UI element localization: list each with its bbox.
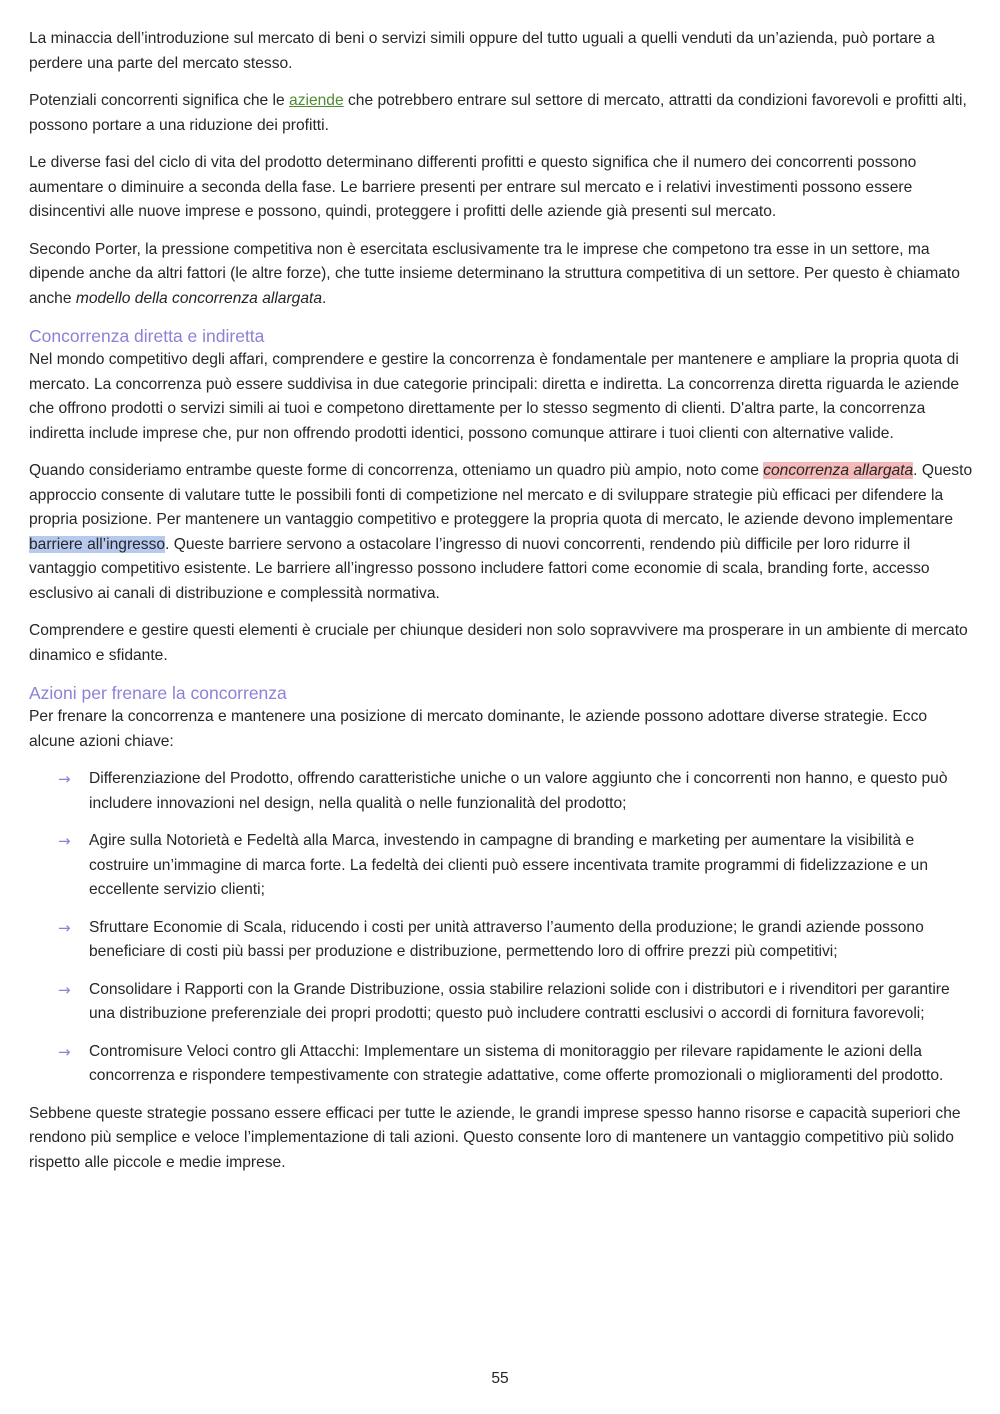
document-page: [29, 27, 973, 1188]
list-item: [29, 978, 973, 1027]
arrow-right-icon: →: [58, 1042, 71, 1061]
actions-list: [29, 767, 973, 1089]
paragraph-actions-intro: Per frenare la concorrenza e mantenere una posizione di mercato dominante, le aziende possono adottare diverse strategie. Ecco alcune azioni chiave:: [29, 708, 928, 750]
page-number: 55: [491, 1370, 509, 1387]
list-item: [29, 767, 973, 816]
section-heading-direct-indirect: Concorrenza diretta e indiretta: [29, 326, 265, 346]
paragraph-extended-competition: [29, 459, 973, 606]
paragraph-lifecycle: Le diverse fasi del ciclo di vita del prodotto determinano differenti profitti e questo significa che il numero dei concorrenti possono aumentare o diminuire a seconda della fase. Le barriere presenti per entrare sul mercato e i relativi investimenti possono essere disincentivi alle nuove imprese e possono, quindi, proteggere i profitti delle aziende già presenti sul mercato.: [29, 154, 917, 220]
italic-term: modello della concorrenza allargata: [75, 289, 323, 307]
arrow-right-icon: →: [58, 832, 71, 850]
paragraph-threat: La minaccia dell’introduzione sul mercato di beni o servizi simili oppure del tutto uguali a quelli venduti da un’azienda, può portare a perdere una parte del mercato stesso.: [29, 30, 935, 72]
paragraph-potential-competitors: [29, 89, 973, 138]
text-span: Potenziali concorrenti significa che le: [29, 92, 290, 109]
text-span: . Queste barriere servono a ostacolare l’ingresso di nuovi concorrenti, rendendo più difficile per loro ridurre il vantaggio competitivo esistente. Le barriere all’ingresso possono includere fattori come economie di scala, branding forte, accesso esclusivo ai canali di distribuzione e complessità normativa.: [29, 535, 930, 602]
text-span: . Questo approccio consente di valutare tutte le possibili fonti di competizione nel mercato e di sviluppare strategie più efficaci per difendere la propria posizione. Per mantenere un vantaggio competitivo e proteggere la propria quota di mercato, le aziende devono implementare: [29, 462, 973, 528]
paragraph-competition-types: Nel mondo competitivo degli affari, comprendere e gestire la concorrenza è fondamentale per mantenere e ampliare la propria quota di mercato. La concorrenza può essere suddivisa in due categorie principali: diretta e indiretta. La concorrenza diretta riguarda le aziende che offrono prodotti o servizi simili ai tuoi e competono direttamente per lo stesso segmento di clienti. D'altra parte, la concorrenza indiretta include imprese che, pur non offrendo prodotti identici, possono comunque attirare i tuoi clienti con alternative valide.: [29, 351, 960, 442]
paragraph-understanding: Comprendere e gestire questi elementi è cruciale per chiunque desideri non solo sopravvivere ma prosperare in un ambiente di mercato dinamico e sfidante.: [29, 622, 968, 664]
section-heading-actions: Azioni per frenare la concorrenza: [29, 683, 287, 703]
text-span: Quando consideriamo entrambe queste forme di concorrenza, otteniamo un quadro più ampio, noto come: [29, 462, 764, 479]
list-item: [29, 829, 973, 903]
list-item-text: Consolidare i Rapporti con la Grande Distribuzione, ossia stabilire relazioni solide con i distributori e i rivenditori per garantire una distribuzione preferenziale dei propri prodotti; questo può includere contratti esclusivi o accordi di fornitura favorevoli;: [89, 980, 950, 1022]
paragraph-closing: Sebbene queste strategie possano essere efficaci per tutte le aziende, le grandi imprese spesso hanno risorse e capacità superiori che rendono più semplice e veloce l’implementazione di tali azioni. Questo consente loro di mantenere un vantaggio competitivo più solido rispetto alle piccole e medie imprese.: [29, 1104, 961, 1171]
list-item-text: Differenziazione del Prodotto, offrendo caratteristiche uniche o un valore aggiunto che i concorrenti non hanno, e questo può includere innovazioni nel design, nella qualità o nelle funzionalità del prodotto;: [89, 770, 948, 812]
arrow-right-icon: →: [58, 918, 71, 937]
paragraph-porter: [29, 238, 973, 312]
highlight-concorrenza-allargata: concorrenza allargata: [763, 462, 914, 479]
text-span: .: [322, 289, 327, 307]
highlight-barriere-ingresso: barriere all’ingresso: [29, 535, 166, 553]
aziende-link[interactable]: aziende: [289, 92, 344, 109]
text-span: che potrebbero entrare sul settore di mercato, attratti da condizioni favorevoli e profitti alti, possono portare a una riduzione dei profitti.: [29, 92, 967, 134]
list-item-text: Contromisure Veloci contro gli Attacchi: Implementare un sistema di monitoraggio per rilevare rapidamente le azioni della concorrenza e rispondere tempestivamente con strategie adattative, come offerte promozionali o miglioramenti del prodotto.: [89, 1042, 944, 1084]
text-span: Secondo Porter, la pressione competitiva non è esercitata esclusivamente tra le imprese che competono tra esse in un settore, ma dipende anche da altri fattori (le altre forze), che tutte insieme determinano la struttura competitiva di un settore. Per questo è chiamato anche: [29, 240, 960, 307]
list-item-text: Sfruttare Economie di Scala, riducendo i costi per unità attraverso l’aumento della produzione; le grandi aziende possono beneficiare di costi più bassi per produzione e distribuzione, permettendo loro di offrire prezzi più competitivi;: [89, 918, 924, 960]
arrow-right-icon: →: [58, 980, 71, 999]
list-item: [29, 1040, 973, 1089]
list-item-text: Agire sulla Notorietà e Fedeltà alla Marca, investendo in campagne di branding e marketing per aumentare la visibilità e costruire un’immagine di marca forte. La fedeltà dei clienti può essere incentivata tramite programmi di fidelizzazione e un eccellente servizio clienti;: [89, 832, 929, 898]
list-item: [29, 916, 973, 965]
arrow-right-icon: →: [58, 770, 71, 788]
